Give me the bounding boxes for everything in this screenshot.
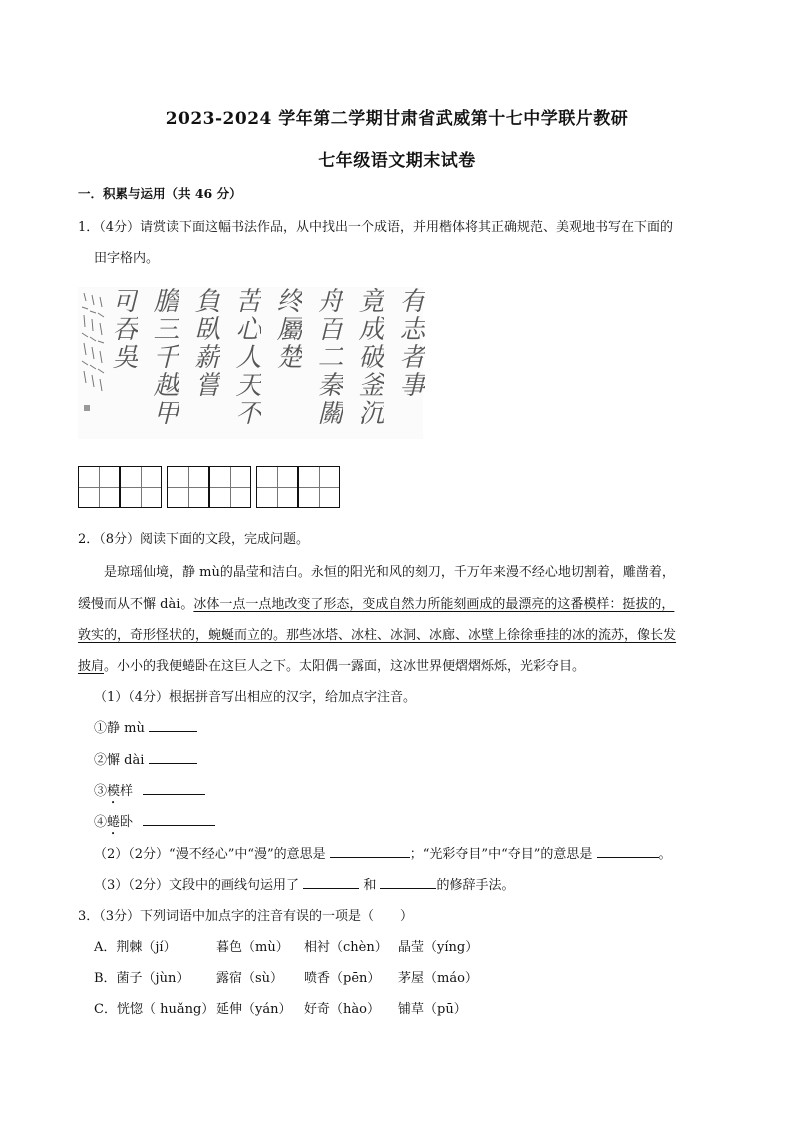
dotted-char: 模: [107, 784, 121, 799]
sub-question-text: （2）（2分）“漫不经心”中“漫”的意思是: [94, 847, 326, 862]
fill-item-3: [94, 780, 205, 807]
page-title: 2023-2024 学年第二学期甘肃省武威第十七中学联片教研: [165, 109, 629, 129]
sub-question-text: 和: [363, 878, 377, 893]
underlined-sentence-end: 披肩: [78, 659, 105, 674]
tianzige-cell[interactable]: [120, 466, 162, 508]
answer-blank[interactable]: [380, 876, 436, 889]
option-term: 露宿（sù）: [216, 971, 284, 986]
option-term: 好奇（hào）: [304, 1002, 380, 1017]
question-1-stem-cont: 田字格内。: [94, 251, 160, 266]
fill-item-label: ①静 mù: [94, 721, 145, 736]
option-term[interactable]: B．菌子（jùn）: [94, 971, 190, 986]
option-term: 喷香（pēn）: [304, 971, 381, 986]
tianzige-cell[interactable]: [256, 466, 298, 508]
calligraphy-column: 有志者事: [395, 287, 425, 399]
tianzige-group: [78, 466, 162, 508]
fill-item-1: [94, 717, 197, 736]
answer-blank[interactable]: [143, 782, 205, 795]
answer-blank[interactable]: [303, 876, 359, 889]
answer-blank[interactable]: [149, 719, 197, 732]
option-term: 铺草（pū）: [398, 1002, 467, 1017]
tianzige-cell[interactable]: [78, 466, 120, 508]
passage-line-4: [78, 655, 585, 674]
calligraphy-column: 負臥薪嘗: [190, 287, 220, 399]
fill-item-number: ④: [94, 815, 108, 830]
option-term: 延伸（yán）: [216, 1002, 292, 1017]
tianzige-cell[interactable]: [209, 466, 251, 508]
sub-question-1: （1）（4分）根据拼音写出相应的汉字，给加点字注音。: [94, 690, 417, 705]
fill-item-char: 样: [120, 784, 134, 799]
tianzige-group: [167, 466, 251, 508]
option-term[interactable]: A．荆棘（jí）: [94, 940, 177, 955]
tianzige-cell[interactable]: [298, 466, 340, 508]
page-subtitle: 七年级语文期末试卷: [318, 151, 476, 171]
sub-question-text: 。: [658, 847, 672, 862]
calligraphy-column: 竟成破釜沉: [354, 287, 384, 427]
passage-line-2: [78, 593, 674, 612]
fill-item-char: 卧: [120, 815, 134, 830]
tianzige-grid: [78, 466, 343, 508]
sub-question-3: [94, 874, 515, 893]
passage-text: 缓慢而从不懈 dài。: [78, 597, 194, 612]
fill-item-label: ②懈 dài: [94, 753, 145, 768]
question-3-stem: 3．（3分）下列词语中加点字的注音有误的一项是（ ）: [78, 909, 414, 924]
calligraphy-column: 终屬楚: [272, 287, 302, 371]
fill-item-2: [94, 749, 197, 768]
sub-question-text: ；“光彩夺目”中“夺目”的意思是: [409, 847, 593, 862]
calligraphy-column: 膽三千越甲: [149, 287, 179, 427]
option-term: 相衬（chèn）: [304, 940, 388, 955]
answer-blank[interactable]: [330, 845, 410, 858]
tianzige-cell[interactable]: [167, 466, 209, 508]
calligraphy-column: 舟百二秦關: [313, 287, 343, 427]
option-term: 茅屋（máo）: [398, 971, 478, 986]
section-heading: 一．积累与运用（共 46 分）: [78, 186, 242, 201]
sub-question-2: [94, 843, 672, 862]
passage-line-1: 是琼瑶仙境，静 mù的晶莹和洁白。永恒的阳光和风的刻刀，千万年来漫不经心地切割着，雕凿着，: [104, 565, 675, 580]
tianzige-group: [256, 466, 340, 508]
question-2-stem: 2．（8分）阅读下面的文段，完成问题。: [78, 532, 310, 547]
question-1-stem: 1．（4分）请赏读下面这幅书法作品，从中找出一个成语，并用楷体将其正确规范、美观地书写在下面的: [78, 220, 674, 235]
option-term: 晶莹（yíng）: [398, 940, 479, 955]
answer-blank[interactable]: [597, 845, 659, 858]
option-term: 暮色（mù）: [216, 940, 289, 955]
fill-item-4: [94, 811, 215, 838]
calligraphy-column: 苦心人天不: [231, 287, 261, 427]
option-term[interactable]: C．恍惚（ huǎng）: [94, 1002, 215, 1017]
passage-text: 。小小的我便蜷卧在这巨人之下。太阳偶一露面，这冰世界便熠熠烁烁，光彩夺目。: [104, 659, 586, 674]
passage-line-3: 敦实的，奇形怪状的，蜿蜒而立的。那些冰塔、冰柱、冰洞、冰廊、冰壁上徐徐垂挂的冰的流苏，像长发: [78, 628, 677, 643]
answer-blank[interactable]: [149, 751, 197, 764]
sub-question-text: 的修辞手法。: [436, 878, 515, 893]
fill-item-number: ③: [94, 784, 108, 799]
calligraphy-columns: [110, 287, 423, 439]
dotted-char: 蜷: [107, 815, 121, 830]
calligraphy-column: 可吞吳: [108, 287, 138, 371]
answer-blank[interactable]: [143, 813, 215, 826]
underlined-sentence: 冰体一点一点地改变了形态，变成自然力所能刻画成的最漂亮的这番模样：挺拔的，: [193, 597, 675, 612]
sub-question-text: （3）（2分）文段中的画线句运用了: [94, 878, 300, 893]
